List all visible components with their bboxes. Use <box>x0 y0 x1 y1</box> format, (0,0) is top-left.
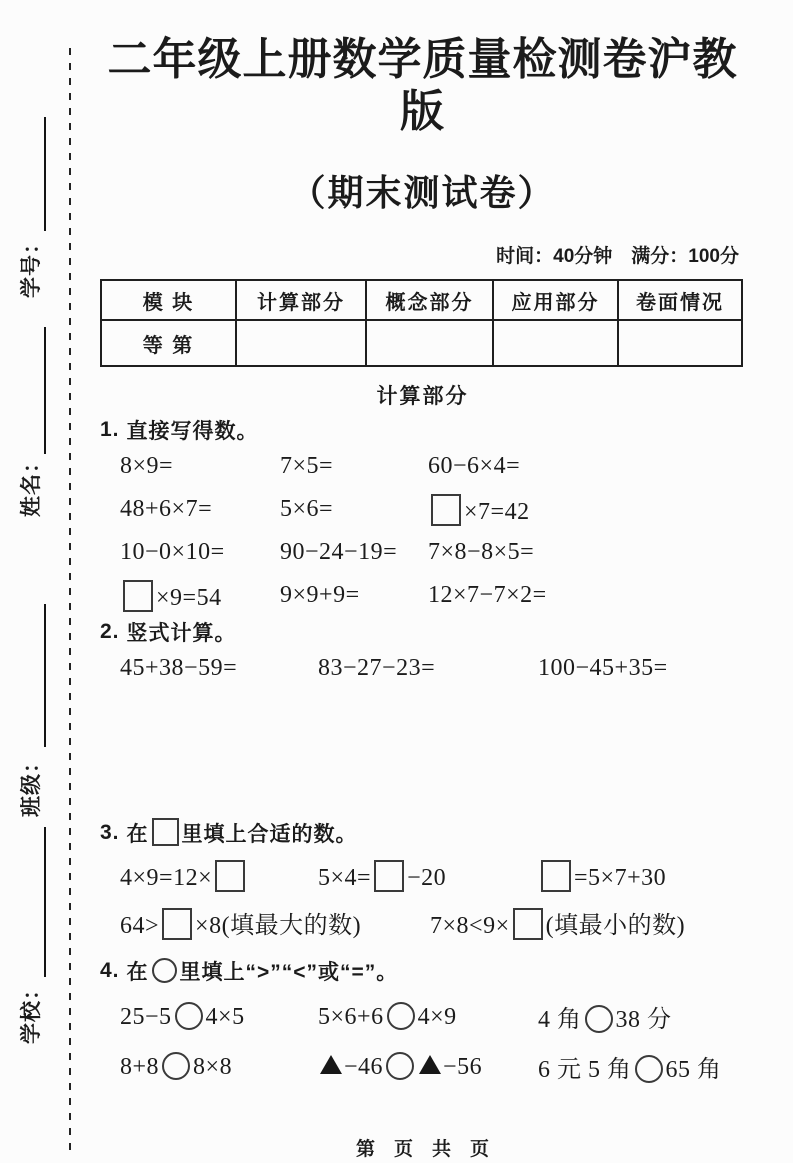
question-3-head <box>100 813 745 853</box>
school-label: 学校： <box>20 978 43 1044</box>
math-expression: 4×9=12× <box>120 860 318 892</box>
answer-circle <box>386 1052 414 1080</box>
answer-box <box>374 860 404 892</box>
score-table-grade-cell <box>618 320 742 366</box>
section-heading: 计算部分 <box>376 385 469 408</box>
score-table-header-module: 模 块 <box>101 280 236 320</box>
answer-box <box>513 908 543 940</box>
score-table-header-presentation: 卷面情况 <box>618 280 742 320</box>
score-table-header-row <box>101 280 742 320</box>
math-expression: −46 −56 <box>318 1052 538 1081</box>
score-table-grade-cell <box>493 320 618 366</box>
question-4 <box>100 951 745 1091</box>
math-expression: 83−27−23= <box>318 654 436 681</box>
math-expression: 25−5 4×5 <box>120 1003 245 1030</box>
time-and-score-info: 时间：40分钟 满分：100分 <box>496 246 739 267</box>
math-expression: 4 角 38 分 <box>538 1006 672 1033</box>
math-row <box>100 531 745 574</box>
math-expression: 7×8<9× (填最小的数) <box>430 905 685 940</box>
answer-box <box>123 580 153 612</box>
score-table-header-calculation: 计算部分 <box>236 280 366 320</box>
binding-dashed-line <box>69 48 71 1156</box>
math-expression: 12×7−7×2= <box>428 582 547 608</box>
score-table-grade-cell <box>236 320 366 366</box>
math-expression: 100−45+35= <box>538 654 668 681</box>
math-expression: 8+8 8×8 <box>120 1053 233 1080</box>
question-2 <box>100 617 745 813</box>
math-expression: 10−0×10= <box>120 539 225 565</box>
score-table-grade-label: 等 第 <box>101 320 236 366</box>
math-expression: 9×9+9= <box>280 582 360 608</box>
math-row <box>100 899 745 945</box>
question-prompt: 在 里填上“>”“<”或“=”。 <box>127 956 399 986</box>
name-label: 姓名： <box>20 451 43 517</box>
answer-box <box>541 860 571 892</box>
page-footer: 第 页 共 页 <box>355 1139 489 1160</box>
paper-subtitle: （期末测试卷） <box>289 172 556 213</box>
class-write-line <box>44 604 46 747</box>
math-expression: 60−6×4= <box>428 453 521 479</box>
question-2-head <box>100 617 745 647</box>
question-number: 2. <box>100 620 120 643</box>
answer-box <box>152 818 179 846</box>
student-number-label: 学号： <box>20 232 43 298</box>
question-prompt: 竖式计算。 <box>126 622 237 645</box>
question-prompt: 直接写得数。 <box>126 420 259 443</box>
name-write-line <box>44 327 46 454</box>
math-expression: =5×7+30 <box>538 860 666 892</box>
score-table <box>100 279 743 367</box>
math-row <box>100 488 745 531</box>
math-expression: 6 元 5 角 65 角 <box>538 1056 722 1083</box>
math-row <box>100 647 745 689</box>
math-expression: ×9=54 <box>120 580 280 612</box>
score-table-grade-cell <box>366 320 493 366</box>
school-write-line <box>44 827 46 977</box>
paper-title: 二年级上册数学质量检测卷沪教版 <box>107 35 738 136</box>
math-expression: ×7=42 <box>428 494 530 526</box>
score-table-header-application: 应用部分 <box>493 280 618 320</box>
math-expression: 8×9= <box>120 453 174 479</box>
math-row <box>100 1041 745 1091</box>
student-number-write-line <box>44 117 46 231</box>
math-row <box>100 991 745 1041</box>
math-expression: 7×5= <box>280 453 334 479</box>
math-row <box>100 574 745 617</box>
triangle-symbol <box>320 1055 342 1074</box>
math-expression: 5×4= −20 <box>318 860 538 892</box>
answer-circle <box>162 1052 190 1080</box>
score-table-header-concept: 概念部分 <box>366 280 493 320</box>
question-number: 1. <box>100 418 120 441</box>
question-1 <box>100 415 745 617</box>
answer-circle <box>152 958 177 983</box>
answer-circle <box>635 1055 663 1083</box>
answer-box <box>431 494 461 526</box>
answer-circle <box>175 1002 203 1030</box>
answer-box <box>215 860 245 892</box>
exam-page <box>100 34 745 1163</box>
question-number: 4. <box>100 959 120 982</box>
math-expression: 5×6+6 4×9 <box>318 1003 457 1030</box>
triangle-symbol <box>419 1055 441 1074</box>
answer-circle <box>585 1005 613 1033</box>
question-prompt: 在 里填上合适的数。 <box>127 818 358 848</box>
math-expression: 5×6= <box>280 496 334 522</box>
math-expression: 90−24−19= <box>280 539 398 565</box>
math-expression: 45+38−59= <box>120 654 238 681</box>
answer-box <box>162 908 192 940</box>
answer-circle <box>387 1002 415 1030</box>
question-1-head <box>100 415 745 445</box>
math-expression: 64> ×8(填最大的数) <box>120 905 430 940</box>
score-table-grade-row <box>101 320 742 366</box>
class-label: 班级： <box>20 751 43 817</box>
math-row <box>100 445 745 488</box>
math-expression: 48+6×7= <box>120 496 213 522</box>
question-number: 3. <box>100 821 120 844</box>
calculation-workspace <box>100 689 745 813</box>
question-3 <box>100 813 745 945</box>
question-4-head <box>100 951 745 991</box>
math-expression: 7×8−8×5= <box>428 539 535 565</box>
math-row <box>100 853 745 899</box>
